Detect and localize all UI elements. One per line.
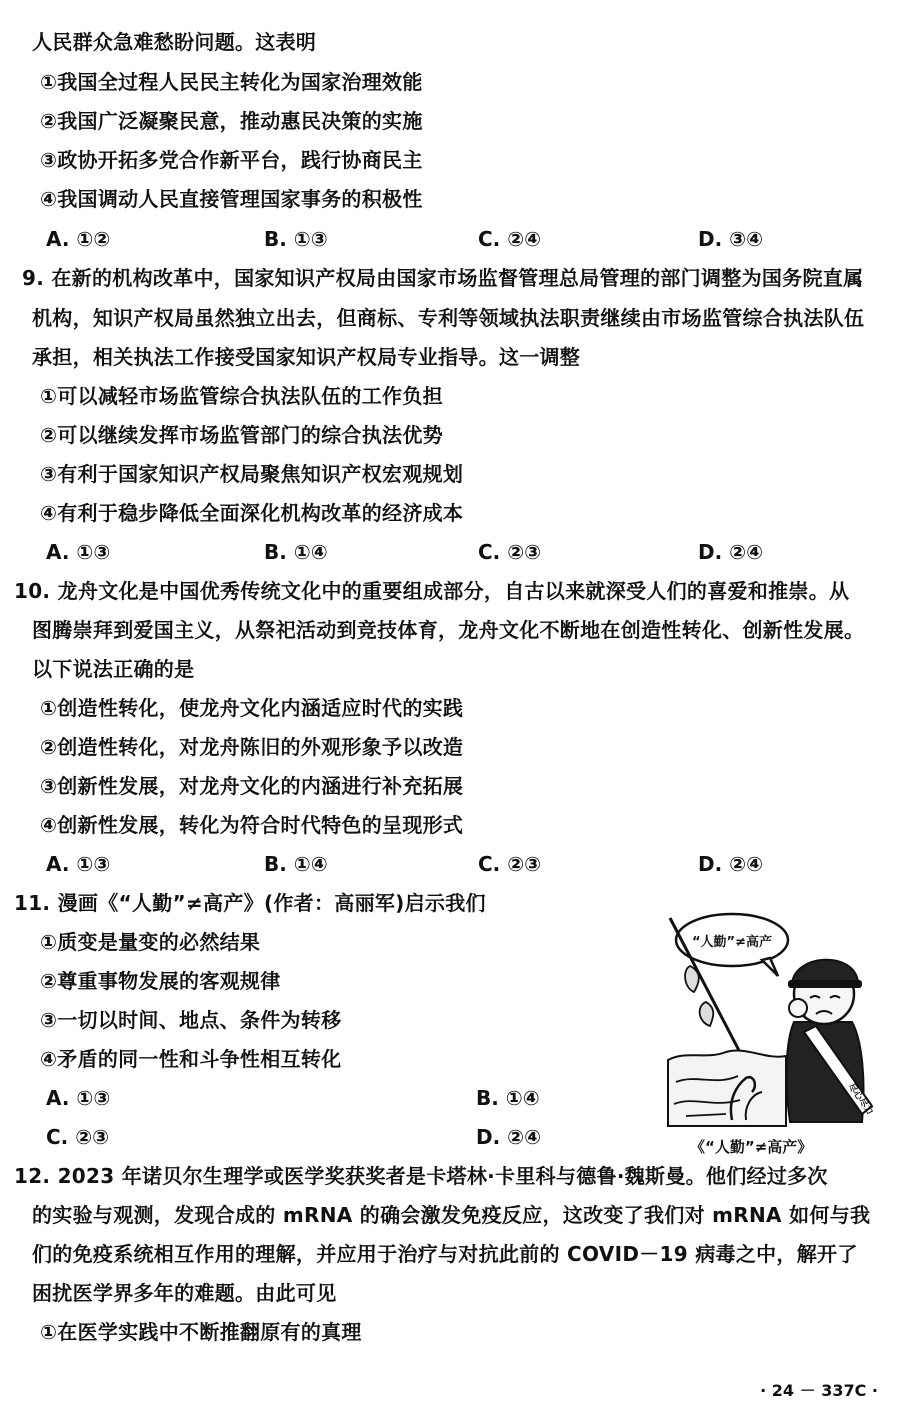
q9-stem-line-3: 承担，相关执法工作接受国家知识产权局专业指导。这一调整 — [32, 345, 581, 369]
q12-stem-line-3: 们的免疫系统相互作用的理解，并应用于治疗与对抗此前的 COVID－19 病毒之中，解开了 — [32, 1242, 858, 1266]
q12-stem-line-1: 12. 2023 年诺贝尔生理学或医学奖获奖者是卡塔林·卡里科与德鲁·魏斯曼。他们经过多次 — [14, 1164, 828, 1188]
q8-item-1: ①我国全过程人民民主转化为国家治理效能 — [40, 70, 423, 94]
q10-option-d[interactable]: D. ②④ — [698, 852, 764, 876]
q10-stem-line-2: 图腾崇拜到爱国主义，从祭祀活动到竞技体育，龙舟文化不断地在创造性转化、创新性发展。 — [32, 618, 865, 642]
q11-item-1: ①质变是量变的必然结果 — [40, 930, 261, 954]
q10-option-c[interactable]: C. ②③ — [478, 852, 542, 876]
q9-item-4: ④有利于稳步降低全面深化机构改革的经济成本 — [40, 501, 464, 525]
q11-options-row-1 — [46, 1084, 606, 1112]
bubble-text: “人勤”≠高产 — [692, 935, 772, 950]
q11-option-b[interactable]: B. ①④ — [476, 1086, 540, 1110]
q11-option-d[interactable]: D. ②④ — [476, 1125, 542, 1149]
q8-item-2: ②我国广泛凝聚民意，推动惠民决策的实施 — [40, 109, 423, 133]
q9-item-2: ②可以继续发挥市场监管部门的综合执法优势 — [40, 423, 443, 447]
q8-stem: 人民群众急难愁盼问题。这表明 — [32, 30, 317, 54]
q8-option-d[interactable]: D. ③④ — [698, 227, 764, 251]
q8-option-a[interactable]: A. ①② — [46, 227, 111, 251]
cartoon-caption: 《“人勤”≠高产》 — [690, 1138, 813, 1156]
q8-options — [46, 225, 806, 253]
q8-item-3: ③政协开拓多党合作新平台，践行协商民主 — [40, 148, 423, 172]
q12-stem-line-4: 困扰医学界多年的难题。由此可见 — [32, 1281, 337, 1305]
q11-item-3: ③一切以时间、地点、条件为转移 — [40, 1008, 342, 1032]
q10-stem-line-3: 以下说法正确的是 — [32, 657, 195, 681]
q9-option-d[interactable]: D. ②④ — [698, 540, 764, 564]
q9-option-a[interactable]: A. ①③ — [46, 540, 111, 564]
q11-options-row-2 — [46, 1123, 606, 1151]
q11-stem: 11. 漫画《“人勤”≠高产》(作者：高丽军)启示我们 — [14, 891, 486, 915]
q12-item-1: ①在医学实践中不断推翻原有的真理 — [40, 1320, 362, 1344]
q10-item-1: ①创造性转化，使龙舟文化内涵适应时代的实践 — [40, 696, 464, 720]
q10-item-3: ③创新性发展，对龙舟文化的内涵进行补充拓展 — [40, 774, 464, 798]
q8-option-c[interactable]: C. ②④ — [478, 227, 542, 251]
q10-option-b[interactable]: B. ①④ — [264, 852, 328, 876]
q11-item-4: ④矛盾的同一性和斗争性相互转化 — [40, 1047, 342, 1071]
q9-item-1: ①可以减轻市场监管综合执法队伍的工作负担 — [40, 384, 443, 408]
q9-stem-line-2: 机构，知识产权局虽然独立出去，但商标、专利等领域执法职责继续由市场监管综合执法队伍 — [32, 306, 865, 330]
q10-item-2: ②创造性转化，对龙舟陈旧的外观形象予以改造 — [40, 735, 464, 759]
q9-options — [46, 538, 806, 566]
q11-option-a[interactable]: A. ①③ — [46, 1086, 111, 1110]
page-footer-code: · 24 － 337C · — [760, 1381, 878, 1400]
q11-option-c[interactable]: C. ②③ — [46, 1125, 110, 1149]
sash-text: 尽心尽力 — [845, 1081, 875, 1117]
q8-option-b[interactable]: B. ①③ — [264, 227, 328, 251]
q9-stem-line-1: 9. 在新的机构改革中，国家知识产权局由国家市场监督管理总局管理的部门调整为国务院直属 — [22, 266, 864, 290]
q9-option-b[interactable]: B. ①④ — [264, 540, 328, 564]
q10-options — [46, 850, 806, 878]
q11-item-2: ②尊重事物发展的客观规律 — [40, 969, 281, 993]
q10-stem-line-1: 10. 龙舟文化是中国优秀传统文化中的重要组成部分，自古以来就深受人们的喜爱和推崇。从 — [14, 579, 850, 603]
farmer-body — [787, 1022, 864, 1122]
q9-option-c[interactable]: C. ②③ — [478, 540, 542, 564]
q10-item-4: ④创新性发展，转化为符合时代特色的呈现形式 — [40, 813, 464, 837]
q8-item-4: ④我国调动人民直接管理国家事务的积极性 — [40, 187, 423, 211]
q9-item-3: ③有利于国家知识产权局聚焦知识产权宏观规划 — [40, 462, 464, 486]
q12-stem-line-2: 的实验与观测，发现合成的 mRNA 的确会激发免疫反应，这改变了我们对 mRNA 如何与我 — [32, 1203, 871, 1227]
cartoon-illustration — [666, 910, 888, 1132]
q10-option-a[interactable]: A. ①③ — [46, 852, 111, 876]
